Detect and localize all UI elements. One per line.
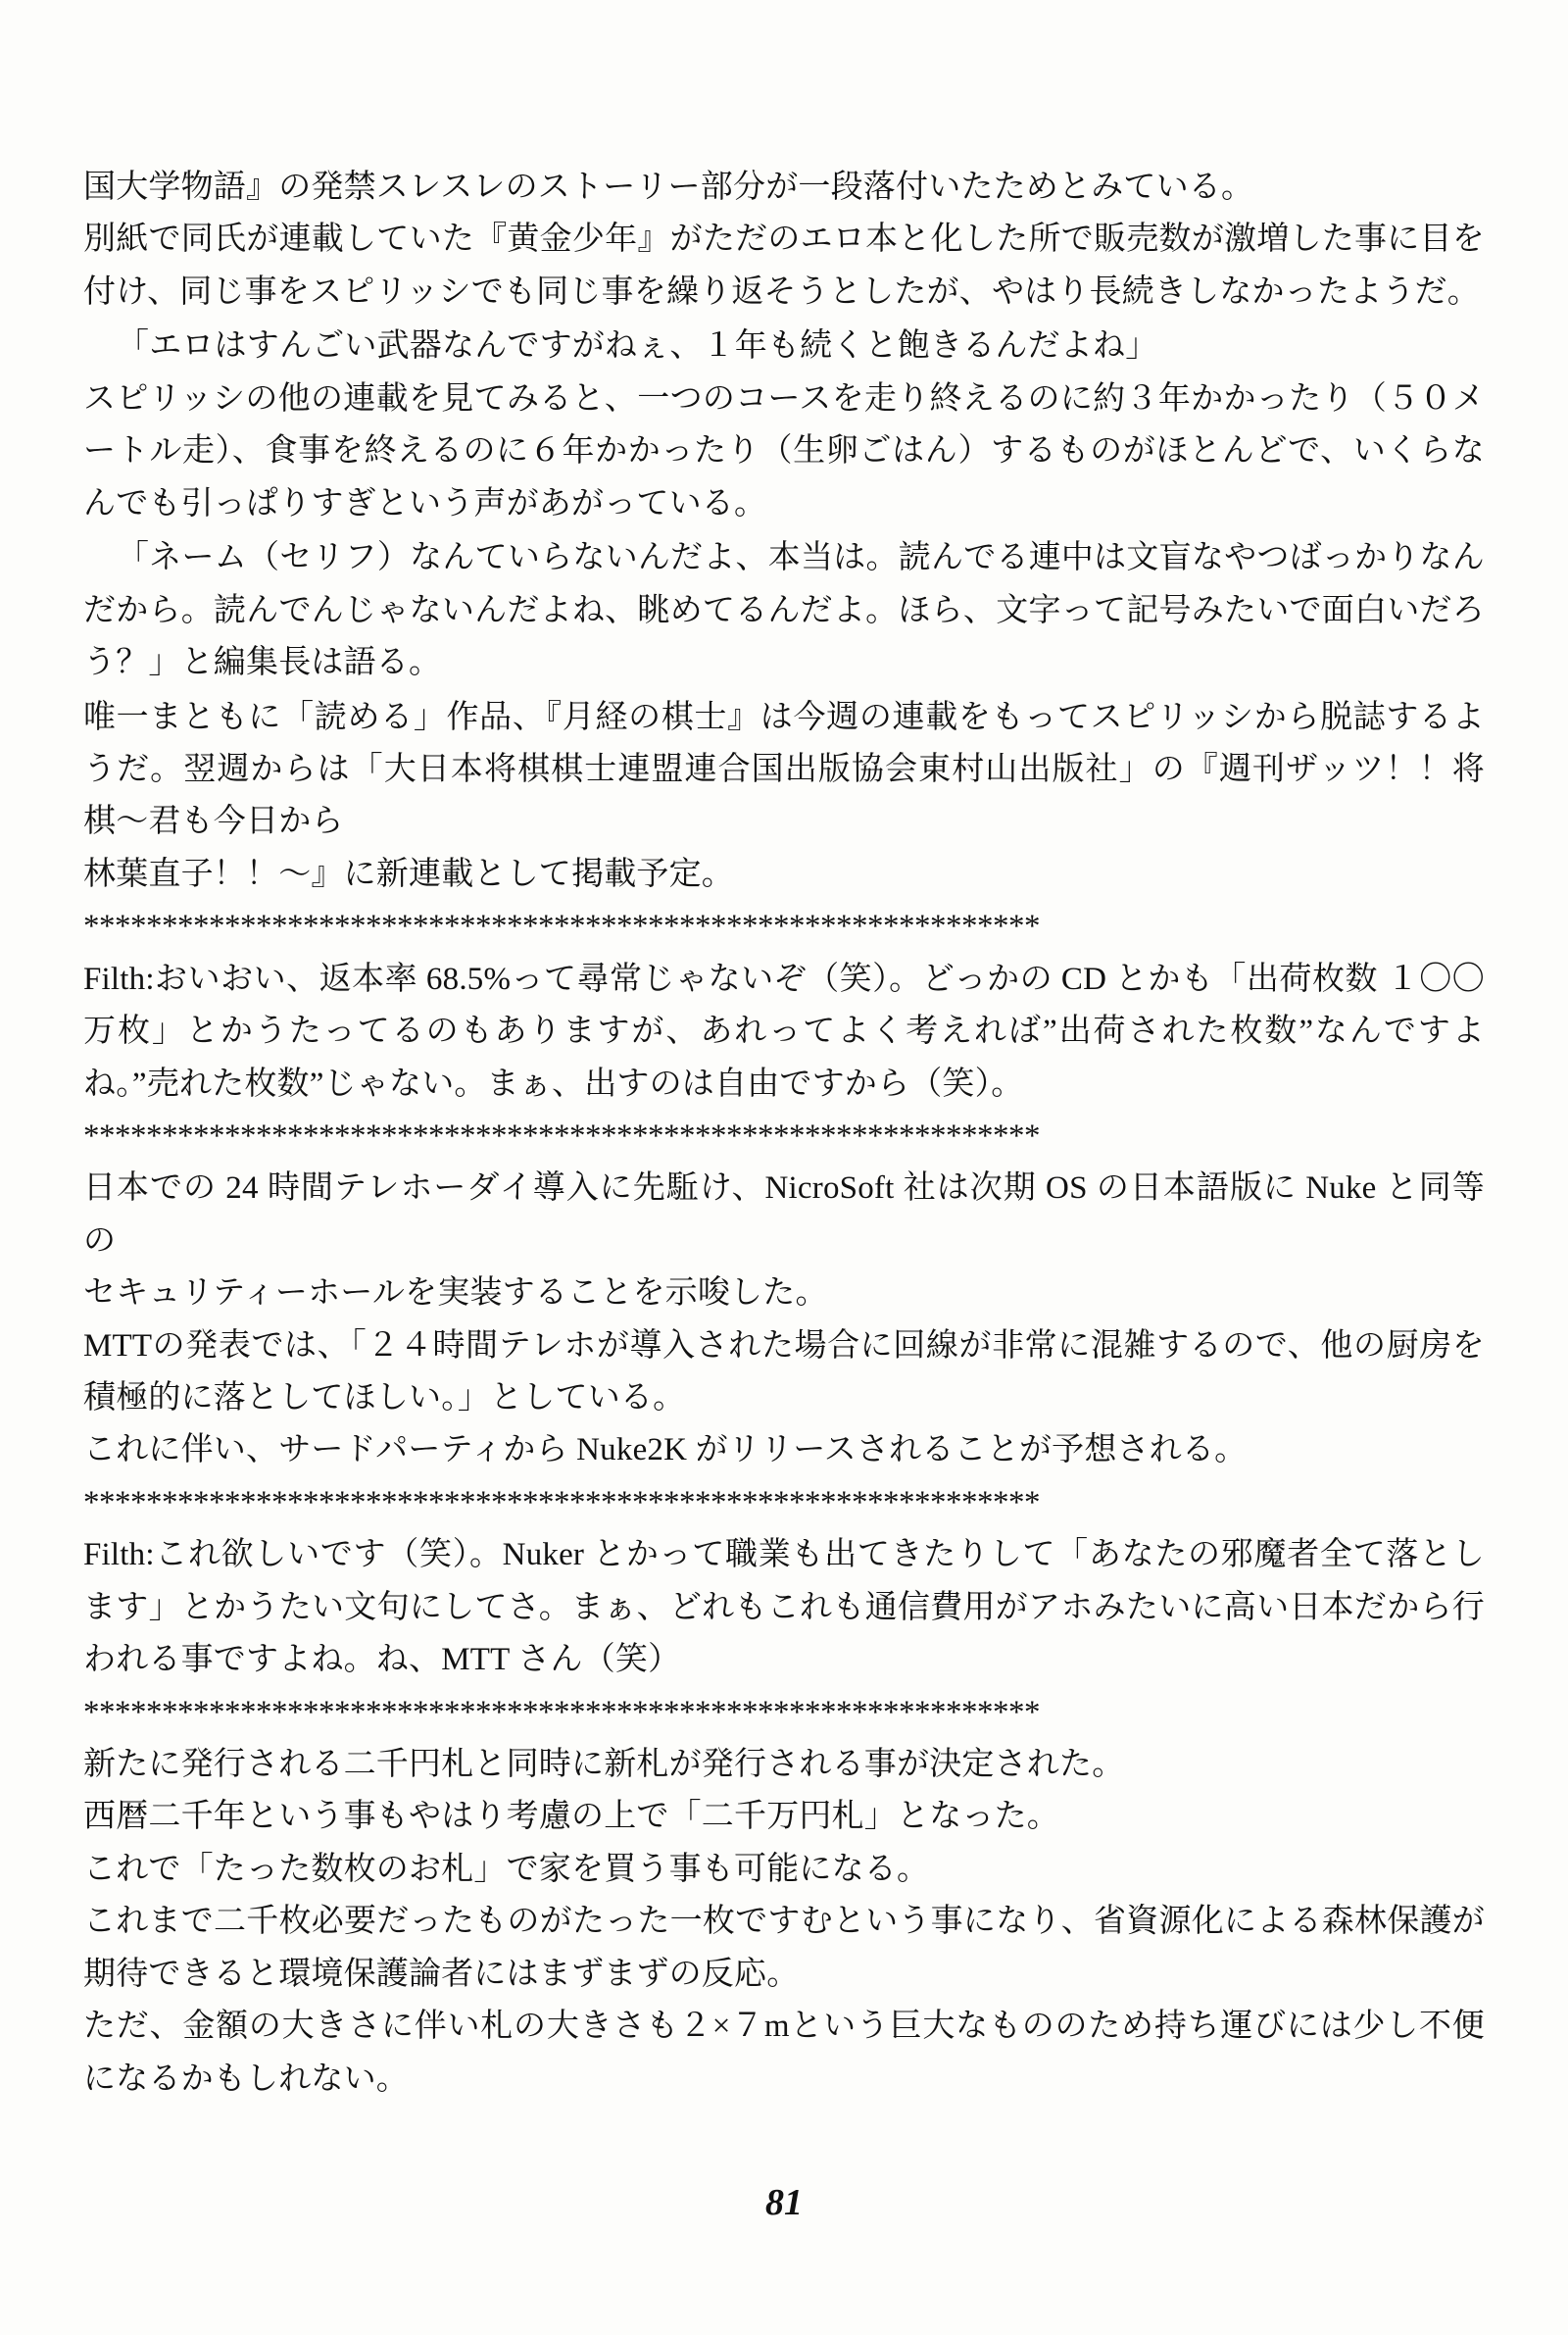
paragraph: 別紙で同氏が連載していた『黄金少年』がただのエロ本と化した所で販売数が激増した事に目を付け、同じ事をスピリッシでも同じ事を繰り返そうとしたが、やはり長続きしなかったようだ。 [83,222,1485,310]
page-number: 81 [765,2182,803,2223]
paragraph: スピリッシの他の連載を見てみると、一つのコースを走り終えるのに約３年かかったり（５０メートル走）、食事を終えるのに６年かかったり（生卵ごはん）するものがほとんどで、いくらなんでも引っぱりすぎという声があがっている。 [83,380,1485,522]
text-block [83,162,1485,319]
text-block [83,1529,1485,1686]
paragraph: 新たに発行される二千円札と同時に新札が発行される事が決定された。 [83,1746,1125,1782]
paragraph: 唯一まともに「読める」作品、『月経の棋士』は今週の連載をもってスピリッシから脱誌するようだ。翌週からは「大日本将棋棋士連盟連合国出版協会東村山出版社」の『週刊ザッツ！！将棋〜君も今日から [83,699,1485,840]
text-block [83,692,1485,902]
text-block [83,954,1485,1111]
section-divider: ************************************************************* [83,1484,1040,1520]
text-block [83,1739,1485,2106]
paragraph: これで「たった数枚のお札」で家を買う事も可能になる。 [83,1851,930,1887]
section-divider: ************************************************************* [83,1118,1040,1154]
text-block [83,1163,1485,1477]
paragraph: Filth:これ欲しいです（笑）。Nuker とかって職業も出てきたりして「あなたの邪魔者全て落とします」とかうたい文句にしてさ。まぁ、どれもこれも通信費用がアホみたいに高い日本だから行われる事ですよね。ね、MTT さん（笑） [83,1537,1485,1678]
text-block [83,321,1485,530]
paragraph: 「エロはすんごい武器なんですがねぇ、１年も続くと飽きるんだよね」 [117,328,1158,365]
page-body [83,162,1485,2108]
paragraph: ただ、金額の大きさに伴い札の大きさも２×７mという巨大なもののため持ち運びには少し不便になるかもしれない。 [83,2009,1485,2097]
paragraph: MTTの発表では、「２４時間テレホが導入された場合に回線が非常に混雑するので、他の厨房を積極的に落としてほしい。」としている。 [83,1327,1485,1416]
section-divider: ************************************************************* [83,909,1040,945]
section-divider: ************************************************************* [83,1694,1040,1730]
paragraph: 日本での 24 時間テレホーダイ導入に先駈け、NicroSoft 社は次期 OS の日本語版に Nuke と同等の [83,1170,1485,1259]
paragraph: これまで二千枚必要だったものがたった一枚ですむという事になり、省資源化による森林保護が期待できると環境保護論者にはまずまずの反応。 [83,1904,1485,1992]
paragraph: 林葉直子！！〜』に新連載として掲載予定。 [83,856,734,892]
paragraph: セキュリティーホールを実装することを示唆した。 [83,1275,828,1312]
paragraph: 「ネーム（セリフ）なんていらないんだよ、本当は。読んでる連中は文盲なやつばっかりなんだから。読んでんじゃないんだよね、眺めてるんだよ。ほら、文字って記号みたいで面白いだろう？」と編集長は語る。 [83,540,1485,681]
paragraph: これに伴い、サードパーティから Nuke2K がリリースされることが予想される。 [83,1432,1248,1468]
paragraph: 西暦二千年という事もやはり考慮の上で「二千万円札」となった。 [83,1799,1059,1835]
text-block [83,532,1485,689]
paragraph: Filth:おいおい、返本率 68.5%って尋常じゃないぞ（笑）。どっかの CD とかも「出荷枚数 １〇〇 万枚」とかうたってるのもありますが、あれってよく考えれば”出荷された枚数”なんですよね。”売れた枚数”じゃない。まぁ、出すのは自由ですから（笑）。 [83,961,1485,1102]
paragraph: 国大学物語』の発禁スレスレのストーリー部分が一段落付いたためとみている。 [83,170,1254,205]
